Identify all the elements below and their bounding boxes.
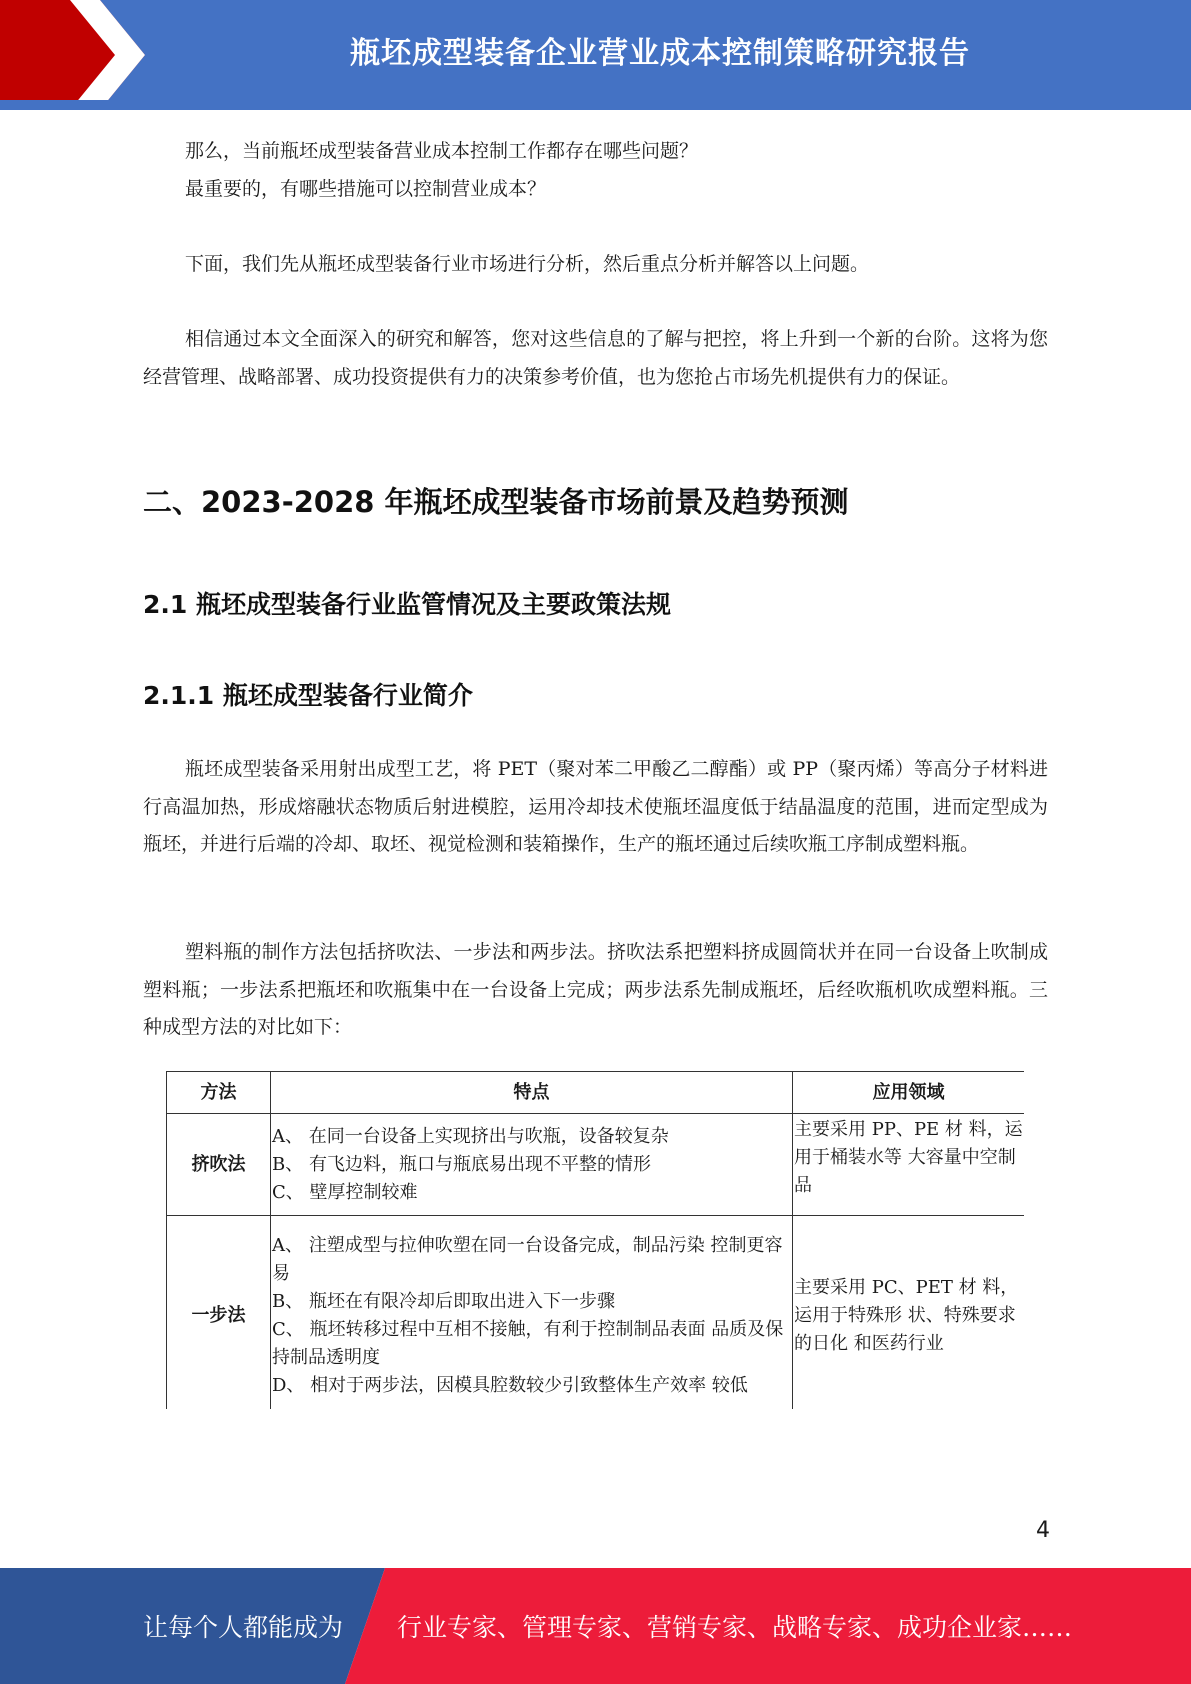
table-cell-application: 主要采用 PC、PET 材 料，运用于特殊形 状、特殊要求的日化 和医药行业 [793, 1216, 1025, 1410]
comparison-table-container [166, 1071, 1024, 1409]
table-header-application: 应用领域 [793, 1072, 1025, 1114]
table-cell-method: 一步法 [167, 1216, 271, 1410]
feature-item: D、 相对于两步法，因模具腔数较少引致整体生产效率 较低 [272, 1374, 748, 1396]
footer-slogan-left: 让每个人都能成为 [143, 1613, 344, 1642]
section-heading: 二、2023-2028 年瓶坯成型装备市场前景及趋势预测 [143, 485, 849, 519]
section-paragraph-2: 塑料瓶的制作方法包括挤吹法、一步法和两步法。挤吹法系把塑料挤成圆筒状并在同一台设备上吹制成塑料瓶；一步法系把瓶坯和吹瓶集中在一台设备上完成；两步法系先制成瓶坯，后经吹瓶机吹成塑料瓶。三种成型方法的对比如下： [143, 941, 1048, 1038]
intro-question-2: 最重要的，有哪些措施可以控制营业成本？ [185, 178, 547, 200]
table-header-row [167, 1072, 1025, 1114]
table-cell-application: 主要采用 PP、PE 材 料，运用于桶装水等 大容量中空制品 [793, 1114, 1025, 1216]
page-footer [0, 1568, 1191, 1684]
table-header-features: 特点 [271, 1072, 793, 1114]
feature-item: A、 在同一台设备上实现挤出与吹瓶，设备较复杂 [272, 1125, 669, 1147]
table-cell-features [271, 1114, 793, 1216]
intro-paragraph-2: 相信通过本文全面深入的研究和解答，您对这些信息的了解与把控，将上升到一个新的台阶。这将为您经营管理、战略部署、成功投资提供有力的决策参考价值，也为您抢占市场先机提供有力的保证。 [143, 328, 1048, 388]
table-cell-features [271, 1216, 793, 1410]
feature-item: B、 有飞边料，瓶口与瓶底易出现不平整的情形 [272, 1153, 651, 1175]
page-header [0, 0, 1191, 110]
section-paragraph-1: 瓶坯成型装备采用射出成型工艺，将 PET（聚对苯二甲酸乙二醇酯）或 PP（聚丙烯）等高分子材料进行高温加热，形成熔融状态物质后射进模腔，运用冷却技术使瓶坯温度低于结晶温度的范围，进而定型成为瓶坯，并进行后端的冷却、取坯、视觉检测和装箱操作，生产的瓶坯通过后续吹瓶工序制成塑料瓶。 [143, 758, 1048, 855]
feature-item: B、 瓶坯在有限冷却后即取出进入下一步骤 [272, 1290, 615, 1312]
subsection-heading-2-1: 2.1 瓶坯成型装备行业监管情况及主要政策法规 [143, 590, 671, 619]
subsection-heading-2-1-1: 2.1.1 瓶坯成型装备行业简介 [143, 681, 473, 710]
intro-question-1: 那么，当前瓶坯成型装备营业成本控制工作都存在哪些问题？ [185, 140, 699, 162]
intro-paragraph-1: 下面，我们先从瓶坯成型装备行业市场进行分析，然后重点分析并解答以上问题。 [185, 253, 870, 275]
table-header-method: 方法 [167, 1072, 271, 1114]
page-number: 4 [1036, 1518, 1050, 1543]
table-row [167, 1114, 1025, 1216]
feature-item: C、 壁厚控制较难 [272, 1181, 418, 1203]
feature-item: C、 瓶坯转移过程中互相不接触，有利于控制制品表面 品质及保持制品透明度 [272, 1318, 784, 1368]
table-row [167, 1216, 1025, 1410]
header-title: 瓶坯成型装备企业营业成本控制策略研究报告 [350, 36, 970, 71]
comparison-table [166, 1071, 1024, 1409]
feature-item: A、 注塑成型与拉伸吹塑在同一台设备完成，制品污染 控制更容易 [272, 1234, 783, 1284]
footer-slogan-right: 行业专家、管理专家、营销专家、战略专家、成功企业家…… [397, 1613, 1073, 1642]
table-cell-method: 挤吹法 [167, 1114, 271, 1216]
